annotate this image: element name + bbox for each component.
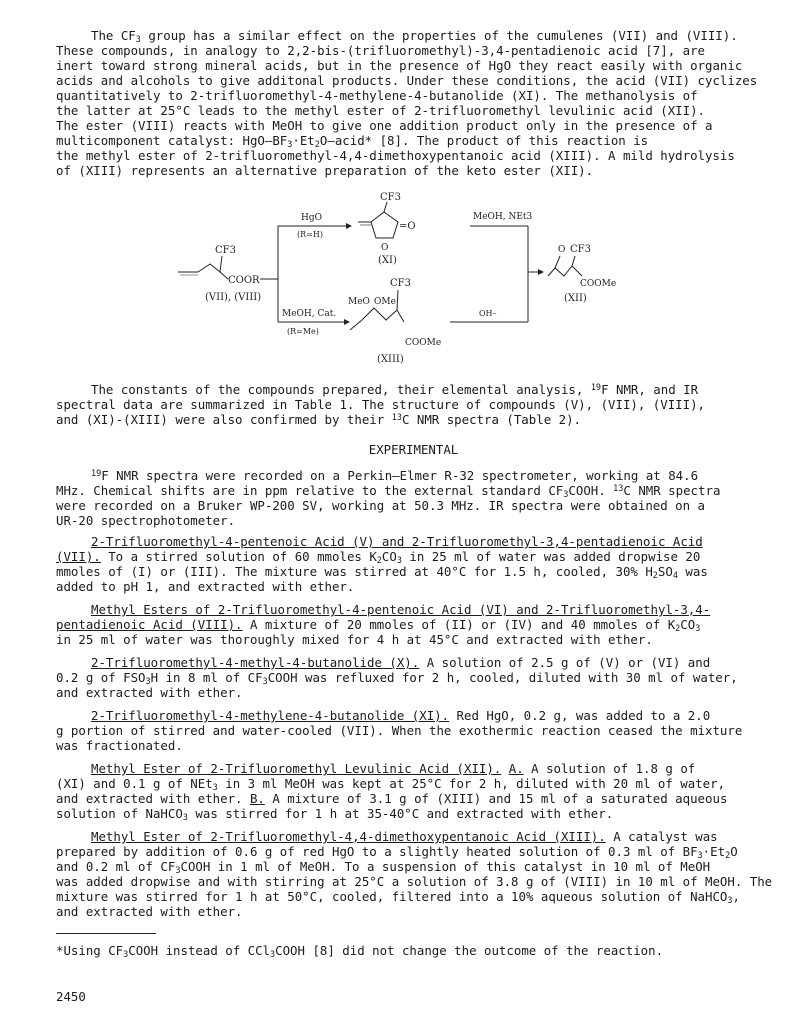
intro-line-6: the latter at 25°C leads to the methyl ester of 2-trifluoromethyl levulinic acid (XII).: [56, 103, 706, 118]
xi-cf3-bond: [384, 202, 387, 212]
p3-line-2: 0.2 g of $FSO_3H$ in 8 ml of $CF_3COOH$ was refluxed for 2 h, cooled, diluted with 30 ml of water,: [56, 670, 738, 687]
left-cf3-label: CF3: [215, 245, 236, 256]
p5-line-1: Methyl Ester of 2-Trifluoromethyl Levulinic Acid (XII). A. A solution of 1.8 g of: [91, 761, 696, 776]
left-cf3-bond: [220, 256, 222, 272]
p6-line-4: was added dropwise and with stirring at 25°C a solution of 3.8 g of (VIII) in 10 ml of MeOH. The: [56, 874, 773, 889]
p2-line-2: pentadienoic Acid (VIII). A mixture of 20 mmoles of (II) or (IV) and 40 mmoles of $K_2CO_3$: [56, 617, 701, 634]
p2-line-3: in 25 ml of water was thoroughly mixed for 4 h at 45°C and extracted with ether.: [56, 632, 653, 647]
lower-arrowhead: [344, 319, 350, 325]
p1-line-1: 2-Trifluoromethyl-4-pentenoic Acid (V) and 2-Trifluoromethyl-3,4-pentadienoic Acid: [91, 534, 703, 549]
coor-label: COOR: [228, 275, 260, 286]
xi-label: (XI): [378, 255, 397, 266]
meo-label: MeO: [348, 297, 370, 307]
xii-label: (XII): [564, 293, 587, 304]
p1-line-4: added to pH 1, and extracted with ether.: [56, 579, 355, 594]
intro-line-1: The $CF_3$ group has a similar effect on the properties of the cumulenes (VII) and (VIII).: [91, 28, 738, 45]
p6-line-5: mixture was stirred for 1 h at 50°C, cooled, filtered into a 10% aqueous solution of NaHCO$_3$,: [56, 889, 740, 906]
meoh-cat-label: MeOH, Cat.: [282, 309, 337, 319]
reaction-scheme: [150, 186, 630, 366]
xii-coome-label: COOMe: [580, 279, 617, 289]
p3-line-1: 2-Trifluoromethyl-4-methyl-4-butanolide (X). A solution of 2.5 g of (V) or (VI) and: [91, 655, 711, 670]
intro-line-9: the methyl ester of 2-trifluoromethyl-4,4-dimethoxypentanoic acid (XIII). A mild hydrolysis: [56, 148, 735, 163]
nmr-line-1: $^{19}$F NMR spectra were recorded on a Perkin–Elmer R-32 spectrometer, working at 84.6: [91, 468, 699, 483]
xiii-methyl: [350, 320, 362, 330]
nmr-line-2: MHz. Chemical shifts are in ppm relative to the external standard $CF_3COOH$. $^{13}$C NMR spectra: [56, 483, 721, 500]
xii-cf3-label: CF3: [570, 244, 591, 255]
lactone-ring: [371, 212, 398, 238]
intro-line-8: multicomponent catalyst: HgO–$BF_3\cdot Et_2O-acid*$ [8]. The product of this reaction is: [56, 133, 649, 150]
experimental-heading: EXPERIMENTAL: [368, 442, 459, 457]
footnote: *Using $CF_3COOH$ instead of CCl$_3$COOH [8] did not change the outcome of the reaction.: [56, 943, 664, 960]
xii-arrowhead: [538, 269, 544, 275]
xii-cf3-bond: [572, 256, 575, 266]
p4-line-1: 2-Trifluoromethyl-4-methylene-4-butanolide (XI). Red HgO, 0.2 g, was added to a 2.0: [91, 708, 711, 723]
p5-line-2: (XI) and 0.1 g of NEt$_3$ in 3 ml MeOH was kept at 25°C for 2 h, diluted with 20 ml of water,: [56, 776, 726, 793]
left-chain: [198, 264, 228, 279]
p6-line-1: Methyl Ester of 2-Trifluoromethyl-4,4-dimethoxypentanoic Acid (XIII). A catalyst was: [91, 829, 718, 844]
p3-line-3: and extracted with ether.: [56, 685, 243, 700]
upper-arrowhead: [346, 223, 352, 229]
vii-viii-label: (VII), (VIII): [205, 292, 262, 303]
p4-line-2: g portion of stirred and water-cooled (VII). When the exothermic reaction ceased the mixture: [56, 723, 743, 738]
xiii-cf3-bond: [397, 290, 398, 310]
p4-line-3: was fractionated.: [56, 738, 183, 753]
p1-line-2: (VII). To a stirred solution of 60 mmoles $K_2CO_3$ in 25 ml of water was added dropwise 20: [56, 549, 701, 566]
intro-line-5: quantitatively to 2-trifluoromethyl-4-methylene-4-butanolide (XI). The methanolysis of: [56, 88, 698, 103]
p5-line-4: solution of NaHCO$_3$ was stirred for 1 h at 35-40°C and extracted with ether.: [56, 806, 614, 823]
carbonyl-o-label: =O: [399, 221, 416, 232]
intro-line-2: These compounds, in analogy to 2,2-bis-(trifluoromethyl)-3,4-pentadienoic acid [7], are: [56, 43, 706, 58]
p6-line-6: and extracted with ether.: [56, 904, 243, 919]
constants-line-3: and (XI)-(XIII) were also confirmed by their $^{13}$C NMR spectra (Table 2).: [56, 412, 581, 427]
constants-line-2: spectral data are summarized in Table 1. The structure of compounds (V), (VII), (VIII),: [56, 397, 706, 412]
xii-o-label: O: [558, 245, 566, 255]
rme-label: (R=Me): [287, 327, 319, 336]
page-number: 2450: [56, 989, 86, 1004]
hgo-label: HgO: [301, 213, 322, 223]
ome-label: OMe: [374, 297, 396, 307]
p5-line-3: and extracted with ether. B. A mixture of 3.1 g of (XIII) and 15 ml of a saturated aqueous: [56, 791, 728, 806]
oh-label: OH–: [479, 309, 497, 318]
p6-line-2: prepared by addition of 0.6 g of red HgO to a slightly heated solution of 0.3 ml of $BF_3\cdot Et_2O$: [56, 844, 738, 861]
footnote-rule: [56, 933, 156, 934]
ring-o-label: O: [381, 243, 389, 253]
nmr-line-4: UR-20 spectrophotometer.: [56, 513, 236, 528]
xiii-label: (XIII): [377, 354, 404, 365]
p2-line-1: Methyl Esters of 2-Trifluoromethyl-4-pentenoic Acid (VI) and 2-Trifluoromethyl-3,4-: [91, 602, 711, 617]
xiii-coome-label: COOMe: [405, 338, 442, 348]
constants-line-1: The constants of the compounds prepared, their elemental analysis, $^{19}$F NMR, and IR: [91, 382, 699, 397]
rh-label: (R=H): [297, 230, 323, 239]
xii-chain: [548, 266, 582, 276]
intro-line-10: of (XIII) represents an alternative preparation of the keto ester (XII).: [56, 163, 594, 178]
xii-keto-bond: [555, 256, 560, 268]
intro-line-7: The ester (VIII) reacts with MeOH to give one addition product only in the presence of a: [56, 118, 713, 133]
xiii-cf3-label: CF3: [390, 278, 411, 289]
nmr-line-3: were recorded on a Bruker WP-200 SV, working at 50.3 MHz. IR spectra were obtained on a: [56, 498, 706, 513]
xiii-chain: [362, 308, 404, 322]
xi-cf3-label: CF3: [380, 192, 401, 203]
p6-line-3: and 0.2 ml of $CF_3COOH$ in 1 ml of MeOH. To a suspension of this catalyst in 10 ml of MeOH: [56, 859, 711, 876]
intro-line-3: inert toward strong mineral acids, but in the presence of HgO they react easily with organic: [56, 58, 743, 73]
intro-line-4: acids and alcohols to give additonal products. Under these conditions, the acid (VII) cyclizes: [56, 73, 758, 88]
p1-line-3: mmoles of (I) or (III). The mixture was stirred at 40°C for 1.5 h, cooled, 30% $H_2SO_4$ was: [56, 564, 708, 581]
meoh-net3-label: MeOH, NEt3: [473, 212, 533, 222]
